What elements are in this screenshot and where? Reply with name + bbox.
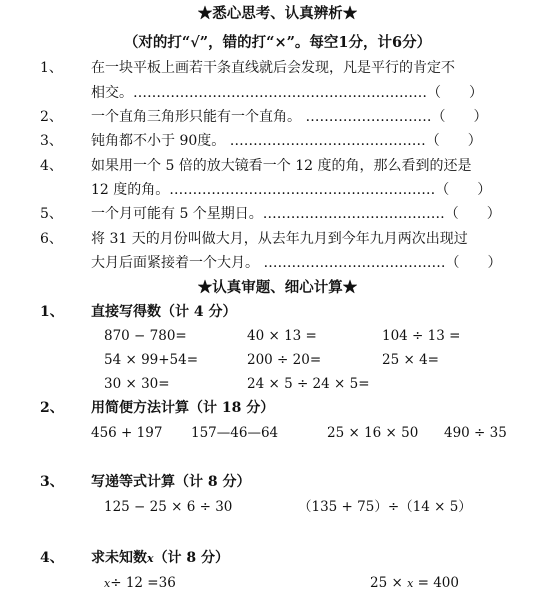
item4-text-line1: 如果用一个 5 倍的放大镜看一个 12 度的角，那么看到的还是: [91, 158, 472, 174]
q1-r1-c2: 40 × 13 =: [247, 328, 317, 344]
item3-number: 3、: [40, 133, 63, 149]
q3-item2: （135 + 75）÷（14 × 5）: [298, 499, 472, 515]
section1-title: ★悉心思考、认真辨析★: [197, 5, 358, 22]
item3-text: 钝角都不小于 90度。 ……………………………………（ ）: [91, 133, 482, 149]
q1-number: 1、: [40, 304, 64, 320]
q4-number: 4、: [40, 550, 64, 566]
q4-eq1-rest: ÷ 12 =36: [110, 575, 176, 591]
item6-number: 6、: [40, 231, 63, 247]
q4-eq2-var: x: [407, 577, 414, 590]
q1-r1-c1: 870 − 780=: [104, 328, 187, 344]
q2-item1: 456 + 197: [91, 425, 163, 441]
q1-r3-c2: 24 × 5 ÷ 24 × 5=: [247, 376, 370, 392]
q4-label-var: x: [147, 552, 154, 565]
q4-equation1: [104, 573, 176, 594]
item6-text-line2: 大月后面紧接着一个大月。 …………………………………（ ）: [91, 255, 502, 271]
q4-equation2: [370, 573, 459, 594]
q2-label: 用简便方法计算（计 18 分）: [91, 400, 275, 416]
q1-r2-c2: 200 ÷ 20=: [247, 352, 322, 368]
item2-number: 2、: [40, 109, 63, 125]
q4-label: [91, 548, 229, 569]
q4-label-pre: 求未知数: [91, 550, 147, 566]
q2-item3: 25 × 16 × 50: [327, 425, 419, 441]
q1-r2-c3: 25 × 4=: [382, 352, 439, 368]
q4-eq1-var: x: [104, 577, 111, 590]
q3-number: 3、: [40, 474, 64, 490]
item4-number: 4、: [40, 158, 63, 174]
q2-item2: 157—46—64: [191, 425, 279, 441]
section1-subtitle: （对的打“√”，错的打“×”。每空1分，计6分）: [123, 34, 432, 51]
q3-item1: 125 − 25 × 6 ÷ 30: [104, 499, 233, 515]
q1-r3-c1: 30 × 30=: [104, 376, 170, 392]
q2-item4: 490 ÷ 35: [444, 425, 507, 441]
item2-text: 一个直角三角形只能有一个直角。 ………………………（ ）: [91, 109, 488, 125]
q1-label: 直接写得数（计 4 分）: [91, 304, 237, 320]
item1-number: 1、: [40, 60, 63, 76]
q1-r1-c3: 104 ÷ 13 =: [382, 328, 461, 344]
q2-number: 2、: [40, 400, 64, 416]
item1-text-line1: 在一块平板上画若干条直线就后会发现，凡是平行的肯定不: [91, 60, 455, 76]
q3-label: 写递等式计算（计 8 分）: [91, 474, 251, 490]
item5-text: 一个月可能有 5 个星期日。…………………………………（ ）: [91, 206, 501, 222]
q4-eq2-pre: 25 ×: [370, 575, 408, 591]
item4-text-line2: 12 度的角。…………………………………………………（ ）: [91, 182, 492, 198]
item1-text-line2: 相交。………………………………………………………（ ）: [91, 85, 483, 101]
q4-label-post: （计 8 分）: [153, 550, 230, 566]
q4-eq2-rest: = 400: [413, 575, 459, 591]
section2-title: ★认真审题、细心计算★: [197, 279, 358, 296]
item5-number: 5、: [40, 206, 63, 222]
q1-r2-c1: 54 × 99+54=: [104, 352, 199, 368]
item6-text-line1: 将 31 天的月份叫做大月，从去年九月到今年九月两次出现过: [91, 231, 468, 247]
